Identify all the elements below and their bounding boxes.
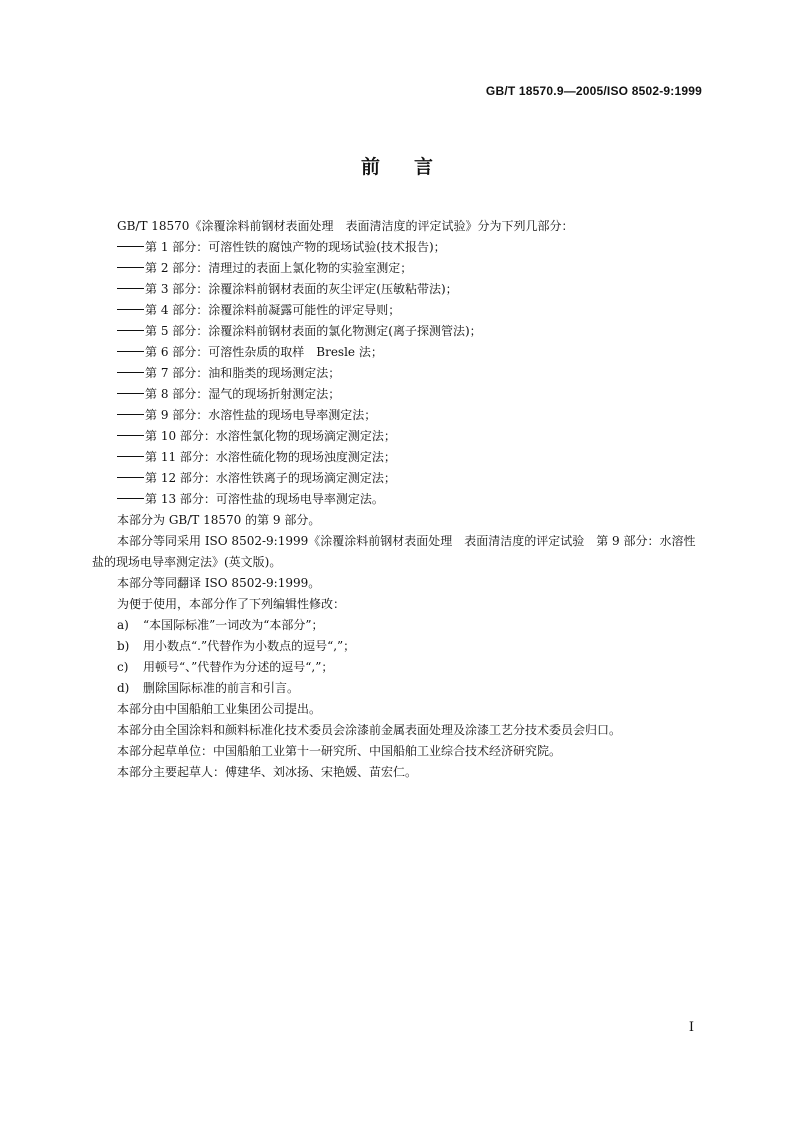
edits-list xyxy=(92,615,704,699)
dash-icon xyxy=(117,351,144,352)
drafting-units-paragraph: 本部分起草单位：中国船舶工业第十一研究所、中国船舶工业综合技术经济研究院。 xyxy=(117,744,562,758)
parts-list xyxy=(92,237,704,510)
translation-paragraph: 本部分等同翻译 ISO 8502-9:1999。 xyxy=(117,576,321,590)
list-item: 第 2 部分：清理过的表面上氯化物的实验室测定； xyxy=(92,258,704,279)
drafters-paragraph: 本部分主要起草人：傅建华、刘冰扬、宋艳媛、苗宏仁。 xyxy=(117,765,418,779)
list-item: 第 8 部分：湿气的现场折射测定法； xyxy=(92,384,704,405)
list-item: 第 1 部分：可溶性铁的腐蚀产物的现场试验(技术报告)； xyxy=(92,237,704,258)
page-title: 前言 xyxy=(360,156,467,178)
foreword-body xyxy=(92,216,704,783)
list-item: 第 5 部分：涂覆涂料前钢材表面的氯化物测定(离子探测管法)； xyxy=(92,321,704,342)
adoption-paragraph: 本部分等同采用 ISO 8502-9:1999《涂覆涂料前钢材表面处理 表面清洁度的评定试验 第 9 部分：水溶性盐的现场电导率测定法》(英文版)。 xyxy=(92,534,696,569)
proposed-by-paragraph: 本部分由中国船舶工业集团公司提出。 xyxy=(117,702,322,716)
committee-paragraph: 本部分由全国涂料和颜料标准化技术委员会涂漆前金属表面处理及涂漆工艺分技术委员会归口。 xyxy=(117,723,622,737)
dash-icon xyxy=(117,456,144,457)
part9-paragraph: 本部分为 GB/T 18570 的第 9 部分。 xyxy=(117,513,321,527)
list-item: 第 12 部分：水溶性铁离子的现场滴定测定法； xyxy=(92,468,704,489)
edit-intro-paragraph: 为便于使用，本部分作了下列编辑性修改： xyxy=(117,597,346,611)
list-item: d) 删除国际标准的前言和引言。 xyxy=(117,681,300,695)
list-item: 第 13 部分：可溶性盐的现场电导率测定法。 xyxy=(92,489,704,510)
dash-icon xyxy=(117,414,144,415)
list-item: c) 用顿号“、”代替作为分述的逗号“,”； xyxy=(117,660,334,674)
dash-icon xyxy=(117,498,144,499)
list-item: 第 7 部分：油和脂类的现场测定法； xyxy=(92,363,704,384)
dash-icon xyxy=(117,372,144,373)
list-item: 第 11 部分：水溶性硫化物的现场浊度测定法； xyxy=(92,447,704,468)
dash-icon xyxy=(117,477,144,478)
dash-icon xyxy=(117,309,144,310)
page-number: I xyxy=(688,1020,694,1035)
list-item: 第 10 部分：水溶性氯化物的现场滴定测定法； xyxy=(92,426,704,447)
standard-code: GB/T 18570.9—2005/ISO 8502-9:1999 xyxy=(485,84,702,98)
dash-icon xyxy=(117,435,144,436)
list-item: b) 用小数点“.”代替作为小数点的逗号“,”； xyxy=(117,639,356,653)
dash-icon xyxy=(117,330,144,331)
list-item: 第 4 部分：涂覆涂料前凝露可能性的评定导则； xyxy=(92,300,704,321)
list-item: 第 3 部分：涂覆涂料前钢材表面的灰尘评定(压敏粘带法)； xyxy=(92,279,704,300)
list-item: a) “本国际标准”一词改为“本部分”； xyxy=(117,618,324,632)
dash-icon xyxy=(117,393,144,394)
intro-paragraph: GB/T 18570《涂覆涂料前钢材表面处理 表面清洁度的评定试验》分为下列几部分： xyxy=(117,219,574,233)
dash-icon xyxy=(117,288,144,289)
dash-icon xyxy=(117,246,144,247)
dash-icon xyxy=(117,267,144,268)
list-item: 第 9 部分：水溶性盐的现场电导率测定法； xyxy=(92,405,704,426)
list-item: 第 6 部分：可溶性杂质的取样 Bresle 法； xyxy=(92,342,704,363)
